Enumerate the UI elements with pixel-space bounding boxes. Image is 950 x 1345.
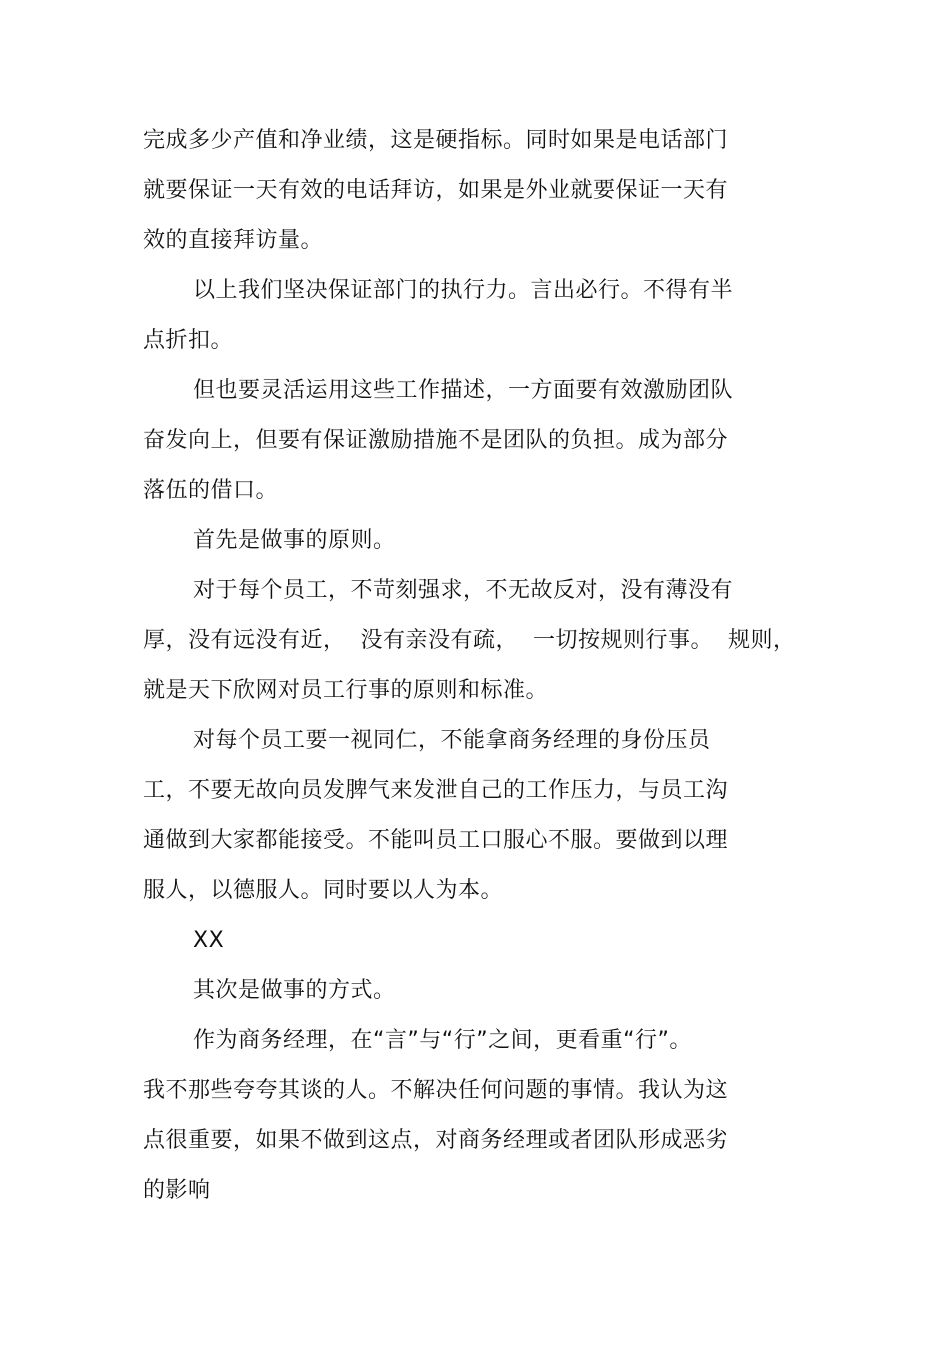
text-line: 我不那些夸夸其谈的人。不解决任何问题的事情。我认为这 — [143, 1078, 729, 1103]
text-line: 效的直接拜访量。 — [143, 228, 324, 253]
text-line: 通做到大家都能接受。不能叫员工口服心不服。要做到以理 — [143, 828, 729, 853]
paragraph-start-line: 但也要灵活运用这些工作描述，一方面要有效激励团队 — [193, 378, 734, 403]
text-line: 厚，没有远没有近， 没有亲没有疏， 一切按规则行事。 规则， — [143, 628, 796, 653]
text-line: 服人，以德服人。同时要以人为本。 — [143, 878, 504, 903]
text-line: 的影响 — [143, 1178, 211, 1203]
section-heading-line: 其次是做事的方式。 — [193, 978, 396, 1003]
text-line: 奋发向上，但要有保证激励措施不是团队的负担。成为部分 — [143, 428, 729, 453]
text-line: 点很重要，如果不做到这点，对商务经理或者团队形成恶劣 — [143, 1128, 729, 1153]
paragraph-start-line: 作为商务经理，在“言”与“行”之间，更看重“行”。 — [193, 1028, 692, 1053]
paragraph-start-line: 对每个员工要一视同仁，不能拿商务经理的身份压员 — [193, 728, 711, 753]
text-line: 就是天下欣网对员工行事的原则和标准。 — [143, 678, 549, 703]
text-line: 完成多少产值和净业绩，这是硬指标。同时如果是电话部门 — [143, 128, 729, 153]
section-heading-line: 首先是做事的原则。 — [193, 528, 396, 553]
text-line: 落伍的借口。 — [143, 478, 279, 503]
text-line: 工，不要无故向员发脾气来发泄自己的工作压力，与员工沟 — [143, 778, 729, 803]
text-line: 就要保证一天有效的电话拜访，如果是外业就要保证一天有 — [143, 178, 729, 203]
paragraph-start-line: 对于每个员工，不苛刻强求，不无故反对，没有薄没有 — [193, 578, 734, 603]
text-line: 点折扣。 — [143, 328, 234, 353]
placeholder-line: XX — [193, 928, 225, 953]
paragraph-start-line: 以上我们坚决保证部门的执行力。言出必行。不得有半 — [193, 278, 734, 303]
